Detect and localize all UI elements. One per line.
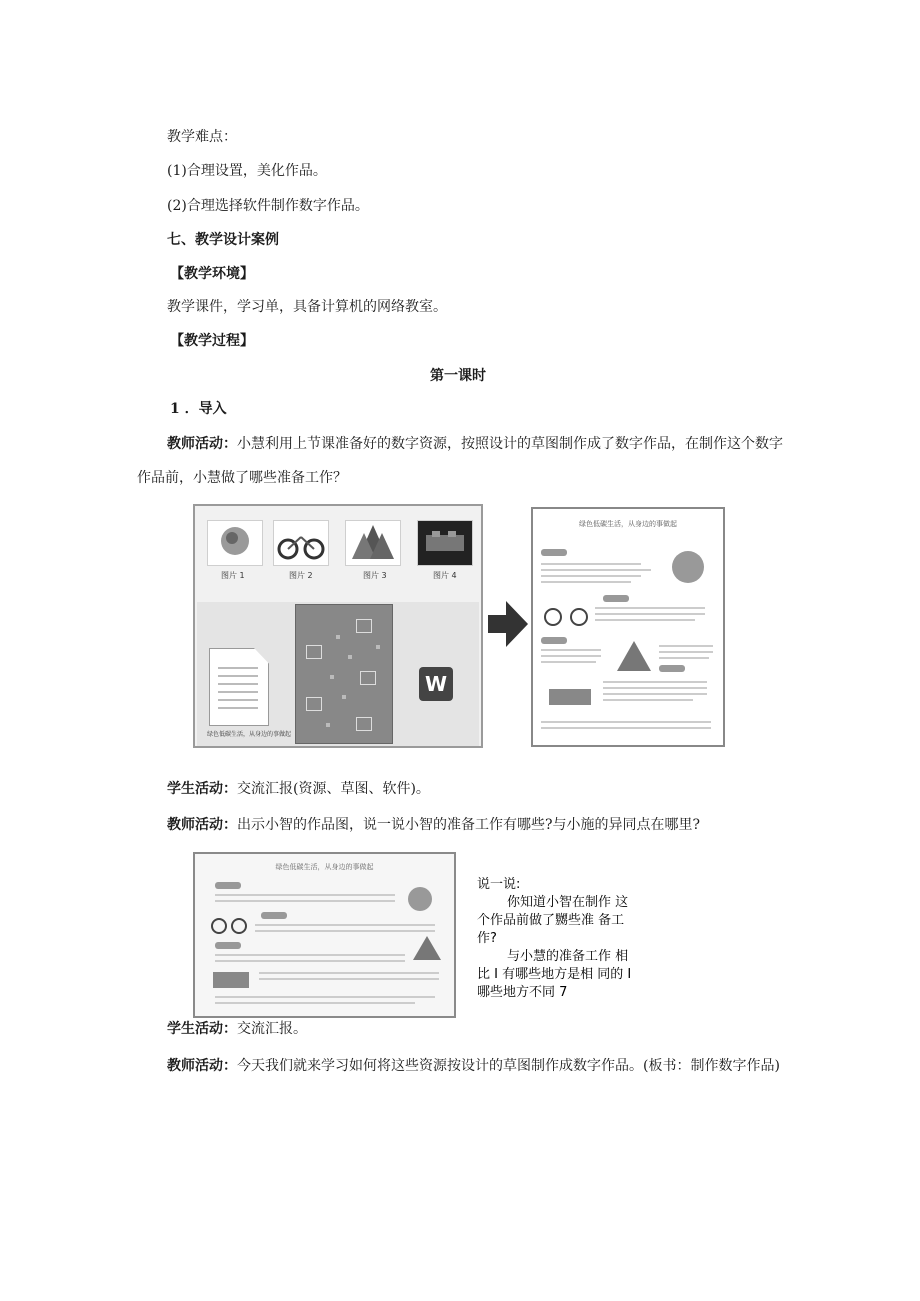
sketch-image [295,604,393,744]
figure-preparation [193,504,726,748]
document-icon [209,648,269,726]
lesson-title: 第一课时 [430,368,486,384]
student-text: 交流汇报(资源、草图、软件)。 [237,781,430,797]
difficulty-heading: 教学难点： [167,129,237,145]
question-2-line-3: 哪些地方不同 7 [477,985,568,1000]
discussion-heading: 说一说: [477,877,521,892]
student-label: 学生活动： [167,1021,237,1037]
teacher-label: 教师活动： [167,436,237,452]
process-heading: 【教学过程】 [170,333,254,349]
teacher-text: 今天我们就来学习如何将这些资源按设计的草图制作成数字作品。(板书：制作数字作品) [237,1058,780,1074]
document-caption: 绿色低碳生活，从身边的事做起 [207,731,292,738]
difficulty-item-1: (1)合理设置，美化作品。 [167,163,327,179]
poster-title: 绿色低碳生活，从身边的事做起 [275,863,374,871]
thumb-label: 图片 2 [289,571,313,580]
teacher-label: 教师活动： [167,1058,237,1074]
question-1-line-2: 个作品前做了嬲些准 备工 [477,913,625,928]
student-activity-1 [167,779,430,799]
student-text: 交流汇报。 [237,1021,307,1037]
teacher-activity-1-cont: 作品前，小慧做了哪些准备工作？ [137,470,347,486]
student-label: 学生活动： [167,781,237,797]
teacher-activity-2 [167,815,700,835]
figure-xiaozhi-work [193,852,456,1018]
image-thumb-3 [345,520,401,566]
poster-title: 绿色低碳生活，从身边的事做起 [579,520,677,528]
image-thumb-4 [417,520,473,566]
teacher-text: 出示小智的作品图，说一说小智的准备工作有哪些?与小施的异同点在哪里? [237,817,701,833]
teacher-label: 教师活动： [167,817,237,833]
teacher-activity-1 [167,434,783,454]
env-heading: 【教学环境】 [170,266,254,282]
question-1-line-1: 你知道小智在制作 这 [507,895,629,910]
env-text: 教学课件，学习单，具备计算机的网络教室。 [167,299,447,315]
student-activity-2 [167,1019,307,1039]
finished-poster [531,507,725,747]
section-heading-7: 七、教学设计案例 [167,232,279,248]
teacher-text: 小慧利用上节课准备好的数字资源，按照设计的草图制作成了数字作品，在制作这个数字 [237,436,783,452]
thumb-label: 图片 1 [221,571,245,580]
difficulty-item-2: (2)合理选择软件制作数字作品。 [167,198,369,214]
step-1-heading: 1 ．导入 [170,401,227,417]
arrow-right-icon [488,601,528,647]
question-2-line-2: 比 I 有哪些地方是相 同的 I [477,967,632,982]
thumb-label: 图片 4 [433,571,457,580]
work-area [197,602,479,746]
thumb-label: 图片 3 [363,571,387,580]
teacher-activity-3 [167,1056,780,1076]
wps-app-icon: W [419,667,453,701]
image-thumb-1 [207,520,263,566]
image-thumb-2 [273,520,329,566]
question-2-line-1: 与小慧的准备工作 相 [507,949,629,964]
resources-panel [193,504,483,748]
question-1-line-3: 作? [477,931,497,946]
discussion-box [477,876,677,1002]
